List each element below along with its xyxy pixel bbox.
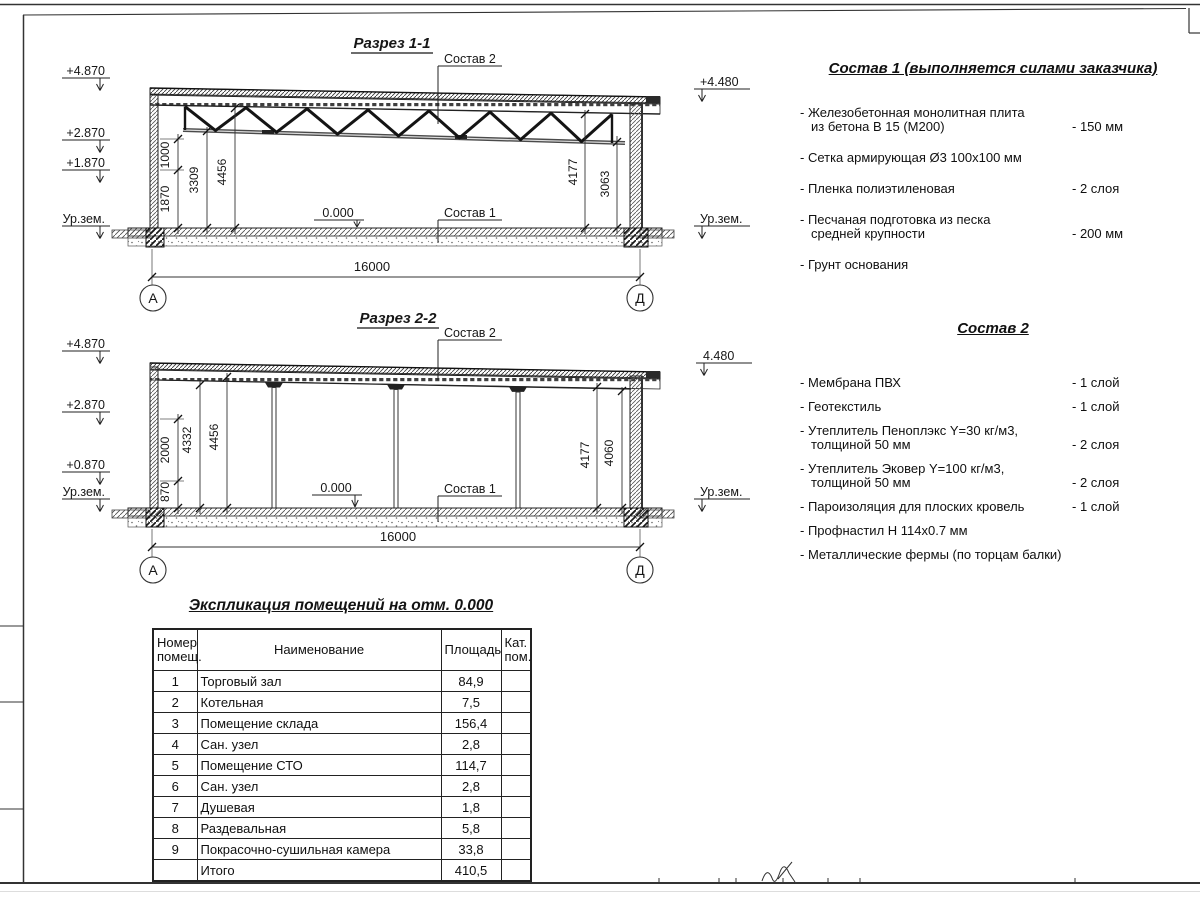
list-item: [800, 548, 1186, 562]
item-value: - 200 мм: [1072, 226, 1124, 241]
elevation-marks-right: [694, 349, 752, 512]
cell-name: Итого: [197, 860, 441, 882]
elevation-marks-left: [62, 64, 110, 239]
explication-table: [152, 628, 532, 882]
zero-level-label: 0.000: [320, 481, 352, 495]
cell-area: 156,4: [441, 713, 501, 734]
cell-category: [501, 818, 531, 839]
item-line1: - Металлические фермы (по торцам балки): [800, 547, 1062, 562]
list-item: [800, 106, 1186, 134]
roof-edge-bracket: [646, 96, 660, 103]
left-wall: [150, 95, 158, 228]
right-wall: [630, 376, 642, 508]
axis-d-label: Д: [635, 562, 645, 578]
cell-number: 1: [153, 671, 197, 692]
cell-area: 2,8: [441, 734, 501, 755]
elevation-marks-right: [694, 75, 750, 239]
cell-category: [501, 692, 531, 713]
cell-name: Котельная: [197, 692, 441, 713]
elev-2870: +2.870: [66, 126, 105, 140]
table-row: [153, 692, 531, 713]
dim-4177: 4177: [566, 158, 580, 186]
dim-1000: 1000: [158, 141, 172, 169]
axis-bubble-d: [627, 557, 653, 583]
item-line1: - Песчаная подготовка из песка: [800, 212, 991, 227]
item-line2: толщиной 50 мм: [811, 475, 911, 490]
table-row-total: [153, 860, 531, 882]
dim-870: 870: [158, 481, 172, 503]
cell-category: [501, 755, 531, 776]
ground-level-left: Ур.зем.: [62, 212, 105, 226]
dim-4177: 4177: [578, 441, 592, 469]
item-line1: - Утеплитель Пеноплэкс Y=30 кг/м3,: [800, 423, 1019, 438]
elev-4480: +4.480: [700, 75, 739, 89]
dim-3063: 3063: [598, 170, 612, 198]
elev-4870: +4.870: [66, 64, 105, 78]
elev-1870: +1.870: [66, 156, 105, 170]
ground-level-right: Ур.зем.: [700, 485, 743, 499]
item-value: - 2 слоя: [1072, 181, 1120, 196]
item-line1: - Пленка полиэтиленовая: [800, 181, 955, 196]
section2-title: Разрез 2-2: [359, 310, 437, 327]
cell-area: 84,9: [441, 671, 501, 692]
cell-category: [501, 860, 531, 882]
elev-2870: +2.870: [66, 398, 105, 412]
cell-area: 114,7: [441, 755, 501, 776]
table-row: [153, 713, 531, 734]
zero-level-label: 0.000: [322, 206, 354, 220]
roof-edge-bracket: [646, 371, 660, 378]
right-foundation: [624, 228, 648, 247]
cell-area: 33,8: [441, 839, 501, 860]
cell-number: 6: [153, 776, 197, 797]
col-header-name: Наименование: [197, 629, 441, 671]
item-line1: - Геотекстиль: [800, 399, 882, 414]
cell-category: [501, 797, 531, 818]
list-item: [800, 376, 1186, 390]
dim-4060: 4060: [602, 439, 616, 467]
sostav2-block: [800, 322, 1186, 572]
cell-number: 5: [153, 755, 197, 776]
section-1-1-drawing: [40, 25, 780, 320]
cell-name: Сан. узел: [197, 734, 441, 755]
ground-level-right: Ур.зем.: [700, 212, 743, 226]
handwritten-mark: [762, 862, 795, 882]
roof: [150, 363, 660, 389]
table-header-row: [153, 629, 531, 671]
cell-category: [501, 671, 531, 692]
dim-4332: 4332: [180, 426, 194, 454]
cell-category: [501, 713, 531, 734]
cell-area: 410,5: [441, 860, 501, 882]
col-header-number: Номер помещ.: [153, 629, 197, 671]
sostav1-label: Состав 1: [444, 206, 496, 220]
elev-0870: +0.870: [66, 458, 105, 472]
list-item: [800, 182, 1186, 196]
zero-level-mark: [314, 206, 364, 227]
dim-16000: 16000: [353, 259, 391, 274]
left-foundation: [146, 508, 164, 527]
list-item: [800, 524, 1186, 538]
axis-a-label: А: [148, 290, 158, 306]
left-foundation: [146, 228, 164, 247]
item-line1: - Сетка армирующая Ø3 100х100 мм: [800, 150, 1022, 165]
sostav2-block-title: Состав 2: [957, 320, 1029, 337]
cell-number: [153, 860, 197, 882]
table-row: [153, 839, 531, 860]
sostav1-block: [800, 62, 1186, 289]
right-wall: [630, 104, 642, 228]
list-item: [800, 213, 1186, 241]
left-ground-ledge: [112, 510, 150, 518]
cell-name: Помещение склада: [197, 713, 441, 734]
left-wall: [150, 367, 158, 508]
item-line1: - Железобетонная монолитная плита: [800, 105, 1025, 120]
item-value: - 1 слой: [1072, 499, 1120, 514]
dim-16000: 16000: [379, 529, 417, 544]
dim-4456: 4456: [207, 423, 221, 451]
cell-area: 5,8: [441, 818, 501, 839]
dims-right: [578, 383, 626, 514]
cell-number: 4: [153, 734, 197, 755]
axis-a-label: А: [148, 562, 158, 578]
sostav2-label: Состав 2: [444, 52, 496, 66]
list-item: [800, 151, 1186, 165]
list-item: [800, 400, 1186, 414]
ground-level-left: Ур.зем.: [62, 485, 105, 499]
item-line1: - Мембрана ПВХ: [800, 375, 901, 390]
item-value: - 1 слой: [1072, 399, 1120, 414]
item-value: - 1 слой: [1072, 375, 1120, 390]
list-item: [800, 258, 1186, 272]
right-foundation: [624, 508, 648, 527]
table-row: [153, 755, 531, 776]
axis-bubble-a: [140, 557, 166, 583]
col-header-category: Кат. пом.: [501, 629, 531, 671]
list-item: [800, 500, 1186, 514]
dim-2000: 2000: [158, 436, 172, 464]
list-item: [800, 462, 1186, 490]
item-line2: из бетона В 15 (М200): [811, 119, 945, 134]
table-row: [153, 797, 531, 818]
cell-number: 8: [153, 818, 197, 839]
cell-name: Торговый зал: [197, 671, 441, 692]
table-row: [153, 776, 531, 797]
zero-level-mark: [312, 481, 362, 507]
roof: [150, 88, 660, 114]
col-header-area: Площадь: [441, 629, 501, 671]
item-value: - 2 слоя: [1072, 475, 1120, 490]
width-dimension: [148, 249, 644, 285]
table-row: [153, 671, 531, 692]
axis-d-label: Д: [635, 290, 645, 306]
item-line2: средней крупности: [811, 226, 925, 241]
cell-name: Раздевальная: [197, 818, 441, 839]
item-line1: - Грунт основания: [800, 257, 909, 272]
elevation-marks-left: [62, 337, 110, 512]
cell-area: 1,8: [441, 797, 501, 818]
cell-number: 9: [153, 839, 197, 860]
list-item: [800, 424, 1186, 452]
cell-area: 2,8: [441, 776, 501, 797]
section1-title: Разрез 1-1: [353, 35, 431, 52]
section-2-2-drawing: [40, 300, 780, 600]
cell-number: 2: [153, 692, 197, 713]
explication-block: [152, 597, 532, 882]
dim-1870: 1870: [158, 185, 172, 213]
floor-slab: [112, 228, 674, 247]
width-dimension: [148, 529, 644, 557]
cell-category: [501, 776, 531, 797]
cell-name: Помещение СТО: [197, 755, 441, 776]
cell-name: Покрасочно-сушильная камера: [197, 839, 441, 860]
item-line2: толщиной 50 мм: [811, 437, 911, 452]
elev-4480: 4.480: [703, 349, 735, 363]
sostav1-label: Состав 1: [444, 482, 496, 496]
item-line1: - Профнастил Н 114х0.7 мм: [800, 523, 968, 538]
table-row: [153, 818, 531, 839]
table-row: [153, 734, 531, 755]
cell-area: 7,5: [441, 692, 501, 713]
sostav2-label: Состав 2: [444, 326, 496, 340]
cell-category: [501, 839, 531, 860]
sostav1-block-title: Состав 1 (выполняется силами заказчика): [828, 60, 1158, 77]
left-ground-ledge: [112, 230, 150, 238]
cell-name: Сан. узел: [197, 776, 441, 797]
cell-number: 3: [153, 713, 197, 734]
elev-4870: +4.870: [66, 337, 105, 351]
cell-category: [501, 734, 531, 755]
item-line1: - Пароизоляция для плоских кровель: [800, 499, 1025, 514]
dim-4456: 4456: [215, 158, 229, 186]
dims-left: [158, 373, 231, 514]
item-line1: - Утеплитель Эковер Y=100 кг/м3,: [800, 461, 1005, 476]
item-value: - 2 слоя: [1072, 437, 1120, 452]
dim-3309: 3309: [187, 166, 201, 194]
item-value: - 150 мм: [1072, 119, 1124, 134]
explication-title: Экспликация помещений на отм. 0.000: [188, 597, 494, 614]
cell-name: Душевая: [197, 797, 441, 818]
cell-number: 7: [153, 797, 197, 818]
